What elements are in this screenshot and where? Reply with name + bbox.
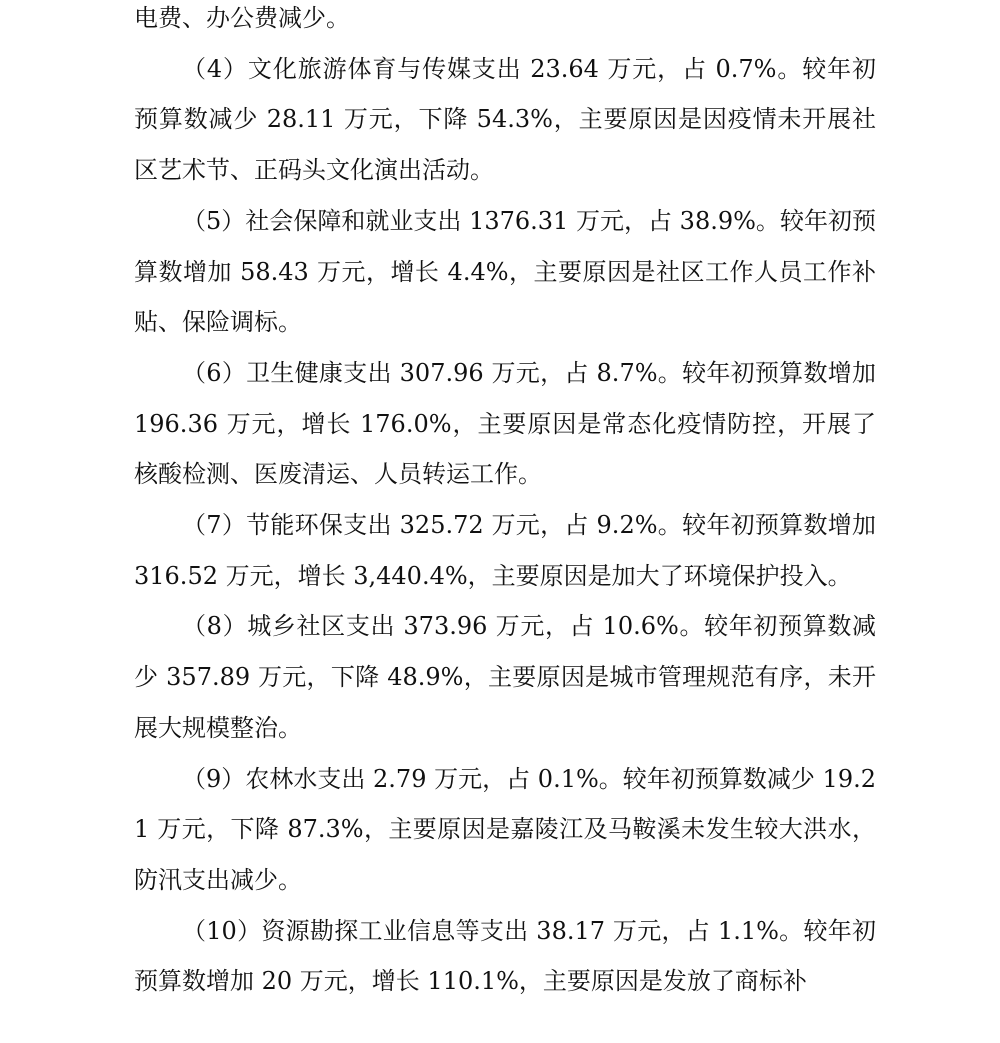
paragraph-urban-rural-community: （8）城乡社区支出 373.96 万元，占 10.6%。较年初预算数减少 357.89 万元，下降 48.9%，主要原因是城市管理规范有序，未开展大规模整治。 [134, 612, 876, 742]
document-body [134, 0, 876, 1007]
paragraph-continuation: 电费、办公费减少。 [134, 4, 350, 32]
paragraph-social-security-employment: （5）社会保障和就业支出 1376.31 万元，占 38.9%。较年初预算数增加 58.43 万元，增长 4.4%，主要原因是社区工作人员工作补贴、保险调标。 [134, 206, 876, 337]
paragraph-culture-tourism-sports-media: （4）文化旅游体育与传媒支出 23.64 万元，占 0.7%。较年初预算数减少 28.11 万元，下降 54.3%，主要原因是因疫情未开展社区艺术节、正码头文化演出活动。 [134, 54, 876, 185]
paragraph-energy-environment: （7）节能环保支出 325.72 万元，占 9.2%。较年初预算数增加 316.52 万元，增长 3,440.4%，主要原因是加大了环境保护投入。 [134, 511, 876, 590]
paragraph-resource-exploration-industry: （10）资源勘探工业信息等支出 38.17 万元，占 1.1%。较年初预算数增加 20 万元，增长 110.1%，主要原因是发放了商标补 [134, 916, 876, 996]
paragraph-agriculture-forestry-water: （9）农林水支出 2.79 万元，占 0.1%。较年初预算数减少 19.21 万元，下降 87.3%，主要原因是嘉陵江及马鞍溪未发生较大洪水，防汛支出减少。 [134, 764, 876, 894]
paragraph-health: （6）卫生健康支出 307.96 万元，占 8.7%。较年初预算数增加 196.36 万元，增长 176.0%，主要原因是常态化疫情防控，开展了核酸检测、医废清运、人员转运工作。 [134, 358, 876, 489]
